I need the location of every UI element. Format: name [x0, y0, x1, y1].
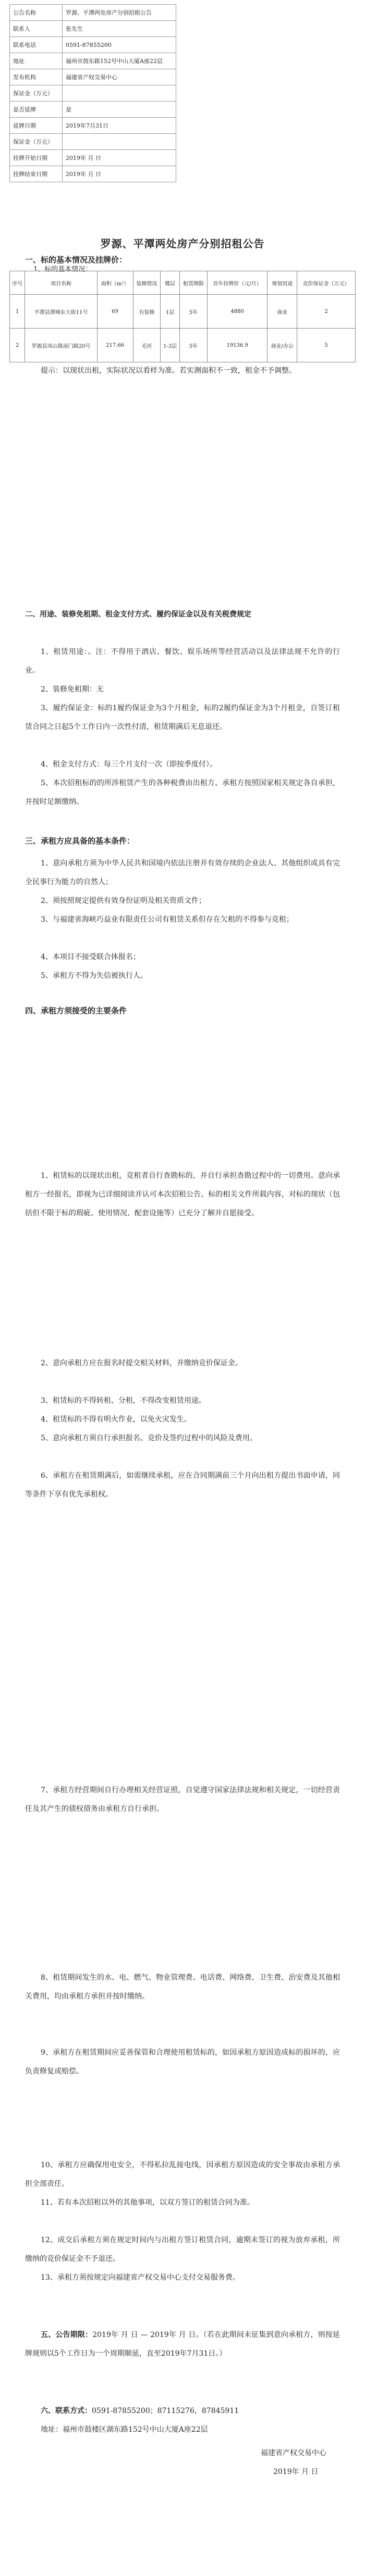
meta-row — [10, 85, 176, 102]
meta-value: 2019年 月 日 — [63, 166, 176, 182]
para-3-4: 4、本项目不接受联合体报名； — [41, 953, 140, 961]
para-4-7: 7、承租方经营期间自行办理相关经营证照，自觉遵守国家法律法规和相关规定，一切经营责任及其产生的债权债务由承租方自行承担。 — [25, 1786, 340, 1813]
meta-key: 延牌日期 — [10, 118, 63, 134]
units-header: 竞价保证金（万元） — [297, 271, 356, 295]
sign-date: 2019年 月 日 — [273, 2468, 319, 2476]
meta-value: 是 — [63, 102, 176, 118]
table-cell: 毛坯 — [133, 329, 161, 362]
para-2-1: 1、租赁用途：。注：不得用于酒店、餐饮、娱乐场所等经营活动以及法律法规不允许的行业。 — [25, 648, 340, 675]
meta-key: 挂牌开始日期 — [10, 150, 63, 166]
para-3-2: 2、须按照规定提供有效身份证明及相关资质文件； — [41, 897, 206, 905]
meta-key: 联系人 — [10, 21, 63, 37]
table-cell: 商业/办公 — [267, 329, 297, 362]
para-4-10: 10、承租方应确保用电安全，不得私拉乱接电线，因承租方原因造成的安全事故由承租方承担全部责任。 — [25, 2161, 340, 2188]
section-5 — [25, 2326, 340, 2363]
meta-row — [10, 37, 176, 53]
meta-value: 张先生 — [63, 21, 176, 37]
para-4-8: 8、租赁期间发生的水、电、燃气、物业管理费、电话费、网络费、卫生费、治安费及其他相关费用，均由承租方承担并按时缴纳。 — [25, 1974, 340, 2001]
table-cell: 罗源县凤山镇南门路20号 — [25, 329, 97, 362]
section-6-address: 地址：福州市鼓楼区湖东路152号中山大厦A座22层 — [41, 2426, 208, 2434]
table-cell: 5年 — [179, 329, 207, 362]
units-header: 装修情况 — [133, 271, 161, 295]
para-3-5: 5、承租方不得为失信被执行人。 — [41, 972, 148, 980]
section-5-text: 2019年 月 日 — 2019年 月 日。（若在此期间未征集到意向承租方，则按延牌规则以5个工作日为一个周期顺延，直至2019年7月31日。） — [25, 2331, 340, 2358]
para-4-5: 5、意向承租方须自行承担报名、竞价及签约过程中的风险及费用。 — [41, 1434, 257, 1442]
para-2-2: 2、装修免租期：无 — [41, 685, 104, 694]
meta-value: 2019年 月 日 — [63, 150, 176, 166]
table-cell: 5 — [297, 329, 356, 362]
table-cell: 1-3层 — [161, 329, 180, 362]
meta-row — [10, 53, 176, 69]
meta-value: 0591-87855200 — [63, 37, 176, 53]
para-4-13: 13、承租方须按规定向福建省产权交易中心支付交易服务费。 — [41, 2273, 240, 2282]
table-cell: 69 — [97, 295, 133, 329]
section-1-sub: 1、标的基本情况： — [33, 266, 92, 273]
section-5-label: 五、公告期限： — [41, 2331, 93, 2339]
meta-value: 福建省产权交易中心 — [63, 69, 176, 85]
table-note: 提示：以现状出租，实际状况以看样为准。若实测面积不一致，租金不予调整。 — [41, 367, 296, 375]
table-row — [10, 295, 356, 329]
meta-value: 福州市鼓东路152号中山大厦A座22层 — [63, 53, 176, 69]
section-3-heading: 三、承租方应具备的基本条件： — [25, 836, 135, 846]
units-table — [9, 271, 356, 362]
meta-key: 发布机构 — [10, 69, 63, 85]
meta-key: 挂牌结束日期 — [10, 166, 63, 182]
para-4-1: 1、租赁标的以现状出租，竞租者自行查勘标的，并自行承担查勘过程中的一切费用。意向承租方一经报名，即视为已详细阅读并认可本次招租公告、标的相关文件所载内容，对标的现状（包括但不限于标的瑕疵、使用情况、配套设施等）已充分了解并自愿接受。 — [25, 1172, 340, 1217]
para-4-2: 2、意向承租方应在报名时提交相关材料，并缴纳竞价保证金。 — [41, 1359, 242, 1367]
units-header: 面积（m²） — [97, 271, 133, 295]
meta-key: 地址 — [10, 53, 63, 69]
para-2-3: 3、履约保证金：标的1履约保证金为3个月租金，标的2履约保证金为3个月租金，自签订租赁合同之日起5个工作日内一次性付清，租赁期满后无息退还。 — [25, 704, 340, 731]
meta-table — [9, 4, 176, 182]
meta-key: 是否延牌 — [10, 102, 63, 118]
meta-key: 联系电话 — [10, 37, 63, 53]
meta-key: 保证金（万元） — [10, 85, 63, 102]
table-cell: 19136.9 — [207, 329, 267, 362]
section-6-phone: 0591-87855200；87115276，87845911 — [92, 2407, 239, 2415]
table-cell: 2 — [297, 295, 356, 329]
table-cell: 2 — [10, 329, 25, 362]
para-3-3: 3、与福建省海峡巧益业有限责任公司有租赁关系但存在欠租的不得参与竞租； — [41, 915, 294, 924]
meta-key: 公告名称 — [10, 5, 63, 21]
meta-value — [63, 134, 176, 150]
meta-row — [10, 150, 176, 166]
table-cell: 4880 — [207, 295, 267, 329]
meta-key: 保证金（万元） — [10, 134, 63, 150]
doc-title: 罗源、平潭两处房产分别招租公告 — [100, 237, 265, 250]
table-cell: 平潭县潭城东大街11号 — [25, 295, 97, 329]
section-2-heading: 二、用途、装修免租期、租金支付方式、履约保证金以及有关税费规定 — [25, 610, 251, 619]
table-row — [10, 329, 356, 362]
section-4-heading: 四、承租方须接受的主要条件 — [25, 1006, 127, 1015]
units-header: 项目名称 — [25, 271, 97, 295]
para-4-9: 9、承租方在租赁期间应妥善保管和合理使用租赁标的，如因承租方原因造成标的损坏的，应负责修复或赔偿。 — [25, 2049, 340, 2076]
meta-value — [63, 85, 176, 102]
meta-row — [10, 134, 176, 150]
meta-row — [10, 5, 176, 21]
table-cell: 1 — [10, 295, 25, 329]
para-4-4: 4、租赁标的不得有明火作业，以免火灾发生。 — [41, 1415, 191, 1424]
table-cell: 5年 — [179, 295, 207, 329]
table-cell: 商业 — [267, 295, 297, 329]
units-header: 租赁期限 — [179, 271, 207, 295]
table-cell: 217.66 — [97, 329, 133, 362]
para-2-4: 4、租金支付方式：每三个月支付一次（即按季度付）。 — [41, 760, 217, 769]
section-6 — [25, 2402, 340, 2420]
units-header: 序号 — [10, 271, 25, 295]
para-4-6: 6、承租方在租赁期满后，如需继续承租，应在合同期满前三个月向出租方提出书面申请，同等条件下享有优先承租权。 — [25, 1472, 340, 1499]
para-3-1: 1、意向承租方须为中华人民共和国境内依法注册并有效存续的企业法人、其他组织或具有完全民事行为能力的自然人； — [25, 859, 340, 886]
meta-row — [10, 118, 176, 134]
meta-row — [10, 69, 176, 85]
table-cell: 有装修 — [133, 295, 161, 329]
meta-value: 2019年7月31日 — [63, 118, 176, 134]
section-6-label: 六、联系方式： — [41, 2407, 92, 2415]
meta-value: 罗源、平潭两处房产分别招租公告 — [63, 5, 176, 21]
para-2-5: 5、本次招租标的的所涉租赁产生的各种税费由出租方、承租方按照国家相关规定各自承担，并按时足额缴纳。 — [25, 779, 340, 806]
table-cell: 1层 — [161, 295, 180, 329]
section-1-heading: 一、标的基本情况及挂牌价： — [25, 255, 127, 265]
sign-org: 福建省产权交易中心 — [261, 2449, 326, 2457]
units-header: 首年挂牌价（元/月） — [207, 271, 267, 295]
meta-row — [10, 21, 176, 37]
meta-row — [10, 166, 176, 182]
para-4-3: 3、租赁标的不得转租、分租，不得改变租赁用途。 — [41, 1397, 206, 1405]
meta-row — [10, 102, 176, 118]
para-4-12: 12、成交后承租方须在规定时间内与出租方签订租赁合同，逾期未签订的视为放弃承租，所缴纳的竞价保证金不予退还。 — [25, 2236, 340, 2263]
units-header: 规划用途 — [267, 271, 297, 295]
units-header: 楼层 — [161, 271, 180, 295]
para-4-11: 11、若有本次招租以外的其他事项，以双方签订的租赁合同为准。 — [41, 2198, 254, 2207]
